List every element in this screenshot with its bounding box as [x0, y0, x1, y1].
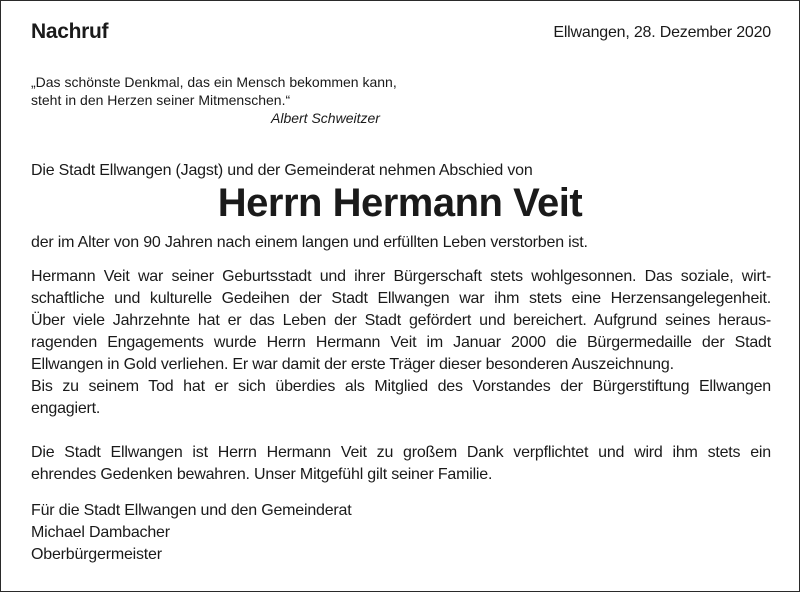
- paragraph-line: schaftliche und kulturelle Gedeihen der Stadt Ellwangen war ihm stets eine Herzensangelegenheit.: [31, 290, 771, 307]
- place-date: Ellwangen, 28. Dezember 2020: [553, 24, 771, 41]
- signature-line-1: Für die Stadt Ellwangen und den Gemeinderat: [31, 502, 352, 519]
- page-title: Nachruf: [31, 20, 109, 43]
- paragraph-line: Hermann Veit war seiner Geburtsstadt und ihrer Bürgerschaft stets wohlgesonnen. Das soziale, wirt-: [31, 268, 771, 285]
- paragraph-gratitude: [31, 442, 771, 486]
- quote-line-2: steht in den Herzen seiner Mitmenschen.“: [31, 92, 291, 108]
- paragraph-line: ragenden Engagements wurde Herrn Hermann Veit im Januar 2000 die Bürgermedaille der Stadt: [31, 334, 771, 351]
- intro-text: Die Stadt Ellwangen (Jagst) und der Gemeinderat nehmen Abschied von: [31, 162, 533, 179]
- signature-title: Oberbürgermeister: [31, 546, 162, 563]
- paragraph-line: Die Stadt Ellwangen ist Herrn Hermann Veit zu großem Dank verpflichtet und wird ihm stets ein: [31, 444, 771, 461]
- paragraph-biography: [31, 266, 771, 420]
- paragraph-line: engagiert.: [31, 400, 101, 417]
- quote-block: [31, 73, 431, 127]
- signature-name: Michael Dambacher: [31, 524, 170, 541]
- deceased-name: Herrn Hermann Veit: [217, 181, 583, 225]
- signature-block: [31, 500, 352, 566]
- paragraph-line: Ellwangen in Gold verliehen. Er war damit der erste Träger dieser besonderen Auszeichnung.: [31, 356, 674, 373]
- age-line: der im Alter von 90 Jahren nach einem langen und erfüllten Leben verstorben ist.: [31, 234, 588, 251]
- paragraph-line: Über viele Jahrzehnte hat er das Leben der Stadt gefördert und bereichert. Aufgrund seines heraus-: [31, 312, 771, 329]
- quote-author: Albert Schweitzer: [271, 110, 380, 126]
- quote-line-1: „Das schönste Denkmal, das ein Mensch bekommen kann,: [31, 74, 397, 90]
- header: [31, 20, 771, 50]
- paragraph-line: Bis zu seinem Tod hat er sich überdies als Mitglied des Vorstandes der Bürgerstiftung Ellwangen: [31, 378, 771, 395]
- paragraph-line: ehrendes Gedenken bewahren. Unser Mitgefühl gilt seiner Familie.: [31, 466, 493, 483]
